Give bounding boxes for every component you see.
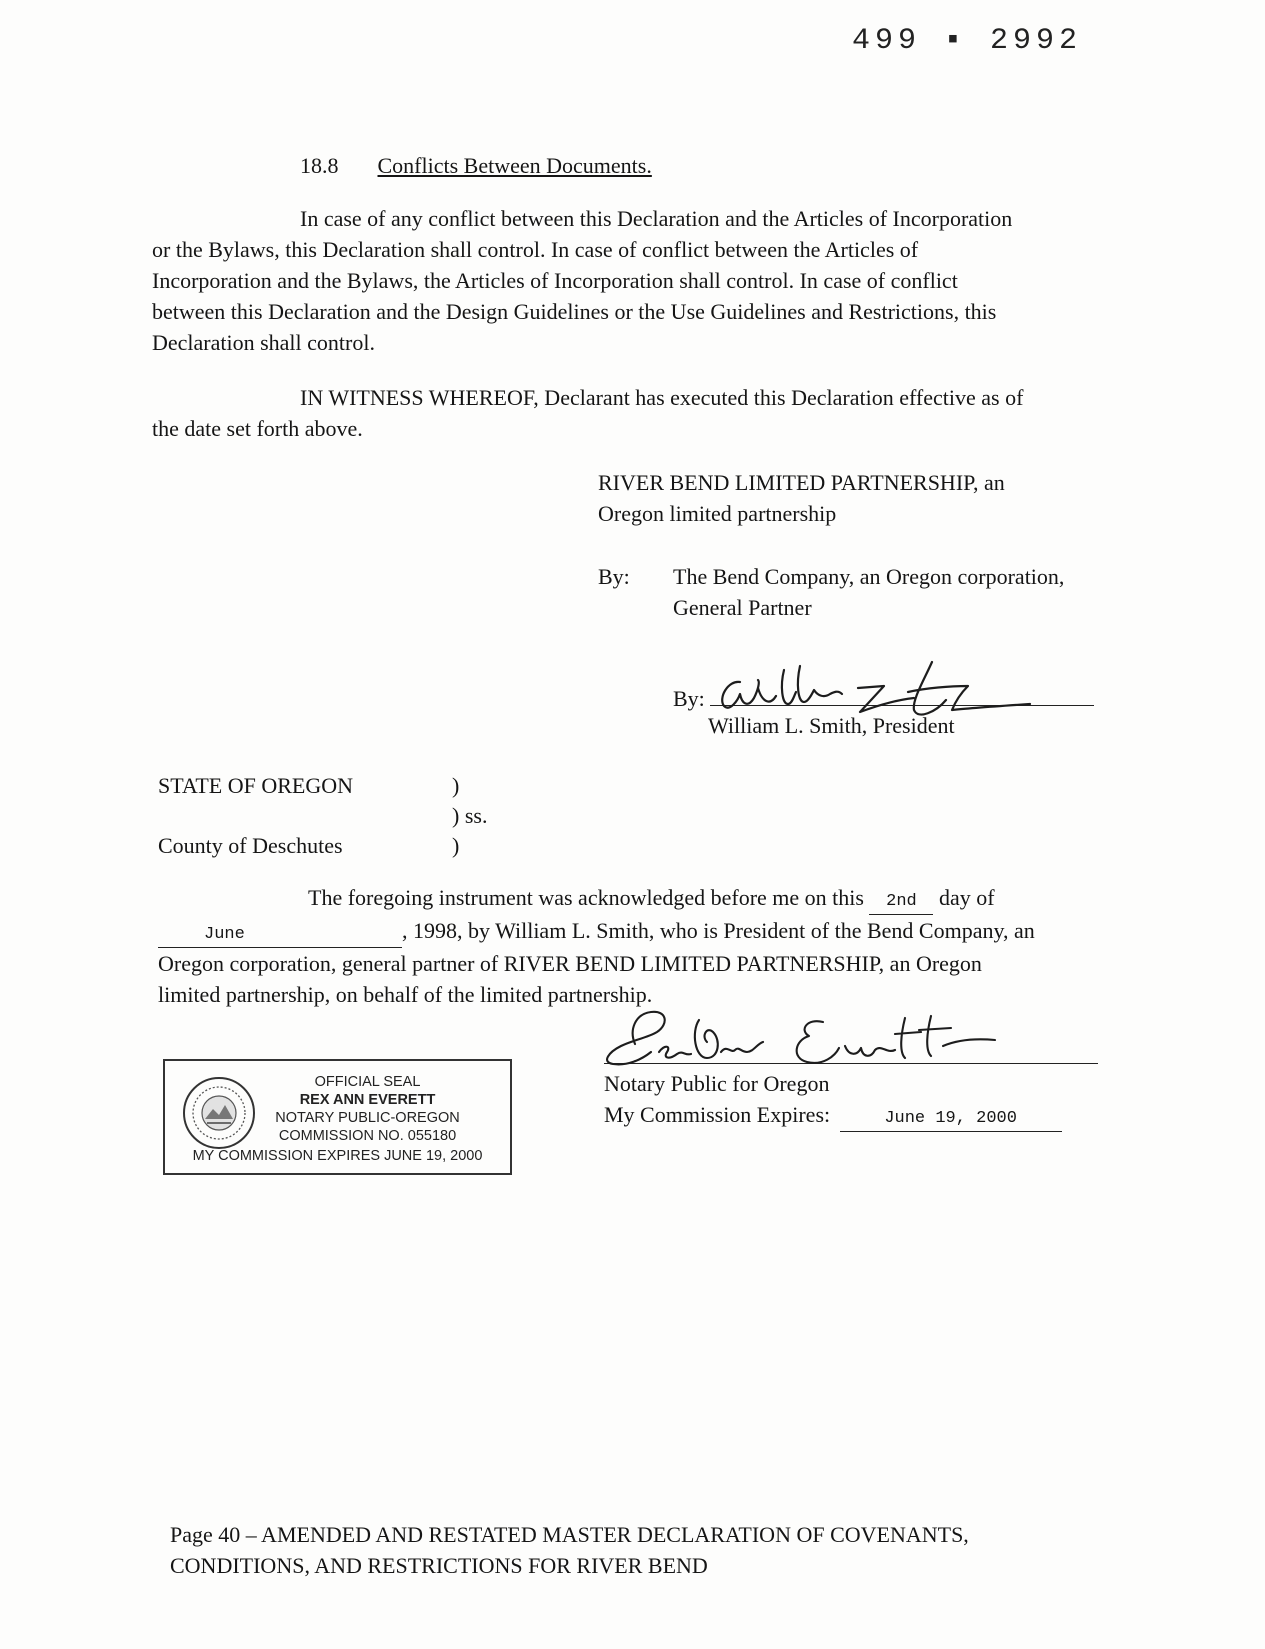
paragraph-line: Oregon corporation, general partner of RIVER BEND LIMITED PARTNERSHIP, an Oregon [158,951,982,976]
paragraph-line: limited partnership, on behalf of the limited partnership. [158,982,653,1007]
paragraph-line: the date set forth above. [152,416,363,441]
recording-number: 499 ▪ 2992 [852,24,1083,58]
commission-date: June 19, 2000 [884,1109,1017,1128]
notary-signature [595,1000,1015,1078]
venue-ss: ) ss. [452,803,488,828]
section-title: Conflicts Between Documents. [377,153,652,178]
seal-expiration: MY COMMISSION EXPIRES JUNE 19, 2000 [192,1148,483,1164]
ack-text: day of [938,885,995,910]
seal-commission-number: COMMISSION NO. 055180 [278,1128,457,1144]
paragraph-line: Incorporation and the Bylaws, the Articles of Incorporation shall control. In case of conflict [152,268,958,293]
seal-title: OFFICIAL SEAL [314,1074,421,1090]
day-value: 2nd [886,892,917,911]
ack-text: The foregoing instrument was acknowledged before me on this [308,885,864,910]
official-seal-stamp [163,1059,512,1175]
partner-line: The Bend Company, an Oregon corporation, [673,564,1065,589]
paragraph-line: between this Declaration and the Design Guidelines or the Use Guidelines and Restrictions, this [152,299,997,324]
venue-paren: ) [452,773,460,798]
month-value: June [204,925,245,944]
footer-line: Page 40 – AMENDED AND RESTATED MASTER DECLARATION OF COVENANTS, [170,1522,969,1547]
paragraph-line: or the Bylaws, this Declaration shall control. In case of conflict between the Articles of [152,237,919,262]
paragraph-line [158,882,1138,915]
witness-paragraph [152,382,1132,444]
page-footer [170,1519,969,1581]
commission-expires [604,1099,1062,1132]
seal-office: NOTARY PUBLIC-OREGON [275,1110,460,1126]
by-label: By: [598,564,630,589]
sign-by-label: By: [673,686,705,711]
entity-line: RIVER BEND LIMITED PARTNERSHIP, an [598,470,1005,495]
venue-county: County of Deschutes [158,833,343,858]
month-field [158,919,402,948]
commission-field [840,1103,1062,1132]
paragraph-line: Declaration shall control. [152,330,375,355]
section-number: 18.8 [300,153,339,178]
partner-line: General Partner [673,595,812,620]
general-partner [673,561,1064,623]
day-field [869,886,933,915]
venue-paren: ) [452,833,460,858]
paragraph-line [158,915,1138,948]
signer-name: William L. Smith, President [708,713,955,738]
seal-name: REX ANN EVERETT [299,1092,436,1108]
acknowledgment-paragraph [158,882,1138,1010]
notary-title: Notary Public for Oregon [604,1071,830,1096]
ack-text: , 1998, by William L. Smith, who is President of the Bend Company, an [402,918,1035,943]
entity-name [598,467,1005,529]
paragraph-line: In case of any conflict between this Declaration and the Articles of Incorporation [300,206,1013,231]
footer-line: CONDITIONS, AND RESTRICTIONS FOR RIVER BEND [170,1553,708,1578]
section-heading [300,150,652,181]
venue-state: STATE OF OREGON [158,773,354,798]
paragraph-line: IN WITNESS WHEREOF, Declarant has executed this Declaration effective as of [300,385,1024,410]
entity-line: Oregon limited partnership [598,501,837,526]
commission-label: My Commission Expires: [604,1102,831,1127]
conflicts-paragraph [152,203,1112,358]
